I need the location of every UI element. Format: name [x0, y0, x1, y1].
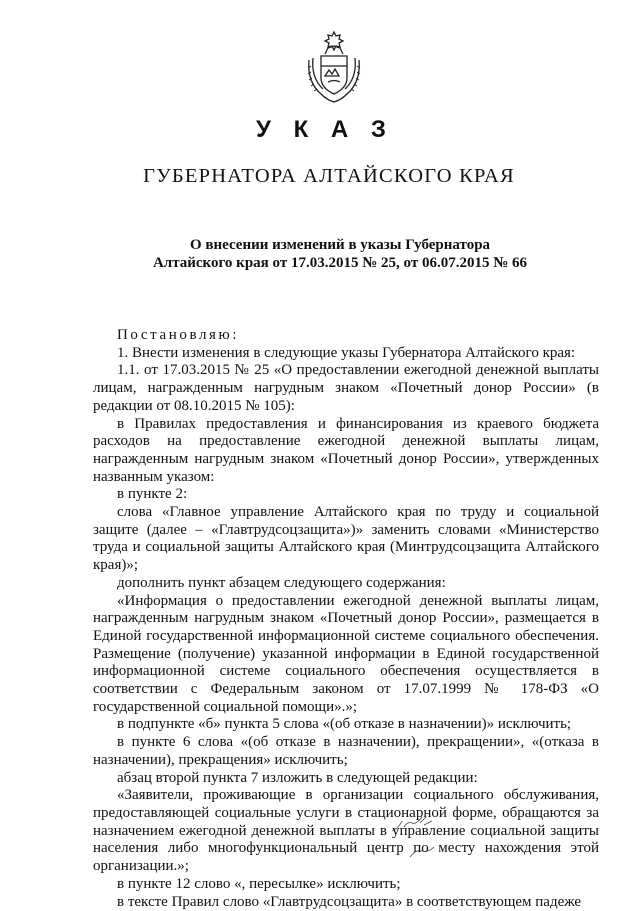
paragraph: «Заявители, проживающие в организации социального обслуживания, предоставляющей социальные услуги в стационарной форме, обращаются за назначением ежегодной денежной выплаты в управление социальной защиты населения либо многофункциональный центр по месту нахождения этой организации.»; — [93, 787, 599, 876]
document-body — [93, 327, 599, 911]
paragraph: в пункте 6 слова «(об отказе в назначении), прекращении», «(отказа в назначении), прекращения» исключить; — [93, 734, 599, 769]
subject-line: О внесении изменений в указы Губернатора — [120, 236, 560, 254]
paragraph: в Правилах предоставления и финансирования из краевого бюджета расходов на предоставление ежегодной денежной выплаты лицам, награжденным нагрудным знаком «Почетный донор России», утвержденных названным указом: — [93, 416, 599, 487]
initials-mark — [408, 845, 438, 861]
paragraph-preamble: Постановляю: — [93, 327, 599, 345]
paragraph: 1. Внести изменения в следующие указы Губернатора Алтайского края: — [93, 345, 599, 363]
paragraph: дополнить пункт абзацем следующего содержания: — [93, 575, 599, 593]
paragraph: в тексте Правил слово «Главтрудсоцзащита» в соответствующем падеже — [93, 894, 599, 911]
paragraph: абзац второй пункта 7 изложить в следующей редакции: — [93, 770, 599, 788]
document-issuer: ГУБЕРНАТОРА АЛТАЙСКОГО КРАЯ — [0, 165, 640, 188]
initials-mark — [390, 813, 438, 835]
document-subject — [120, 236, 560, 272]
paragraph: «Информация о предоставлении ежегодной денежной выплаты лицам, награжденным нагрудным знаком «Почетный донор России», размещается в Единой государственной информационной системе социального обеспечения. Размещение (получение) указанной информации в Единой государственной информационной системе социального обеспечения осуществляется в соответствии с Федеральным законом от 17.07.1999 № 178-ФЗ «О государственной социальной помощи».»; — [93, 593, 599, 717]
coat-of-arms-icon — [301, 26, 367, 106]
paragraph: в подпункте «б» пункта 5 слова «(об отказе в назначении)» исключить; — [93, 716, 599, 734]
paragraph: в пункте 2: — [93, 486, 599, 504]
paragraph: слова «Главное управление Алтайского края по труду и социальной защите (далее – «Главтрудсоцзащита»)» заменить словами «Министерство труда и социальной защиты Алтайского края (Минтрудсоцзащита Алтайского края)»; — [93, 504, 599, 575]
subject-line: Алтайского края от 17.03.2015 № 25, от 06.07.2015 № 66 — [120, 254, 560, 272]
document-title: У К А З — [0, 116, 640, 144]
paragraph: 1.1. от 17.03.2015 № 25 «О предоставлении ежегодной денежной выплаты лицам, награжденным нагрудным знаком «Почетный донор России» (в редакции от 08.10.2015 № 105): — [93, 362, 599, 415]
paragraph: в пункте 12 слово «, пересылке» исключить; — [93, 876, 599, 894]
